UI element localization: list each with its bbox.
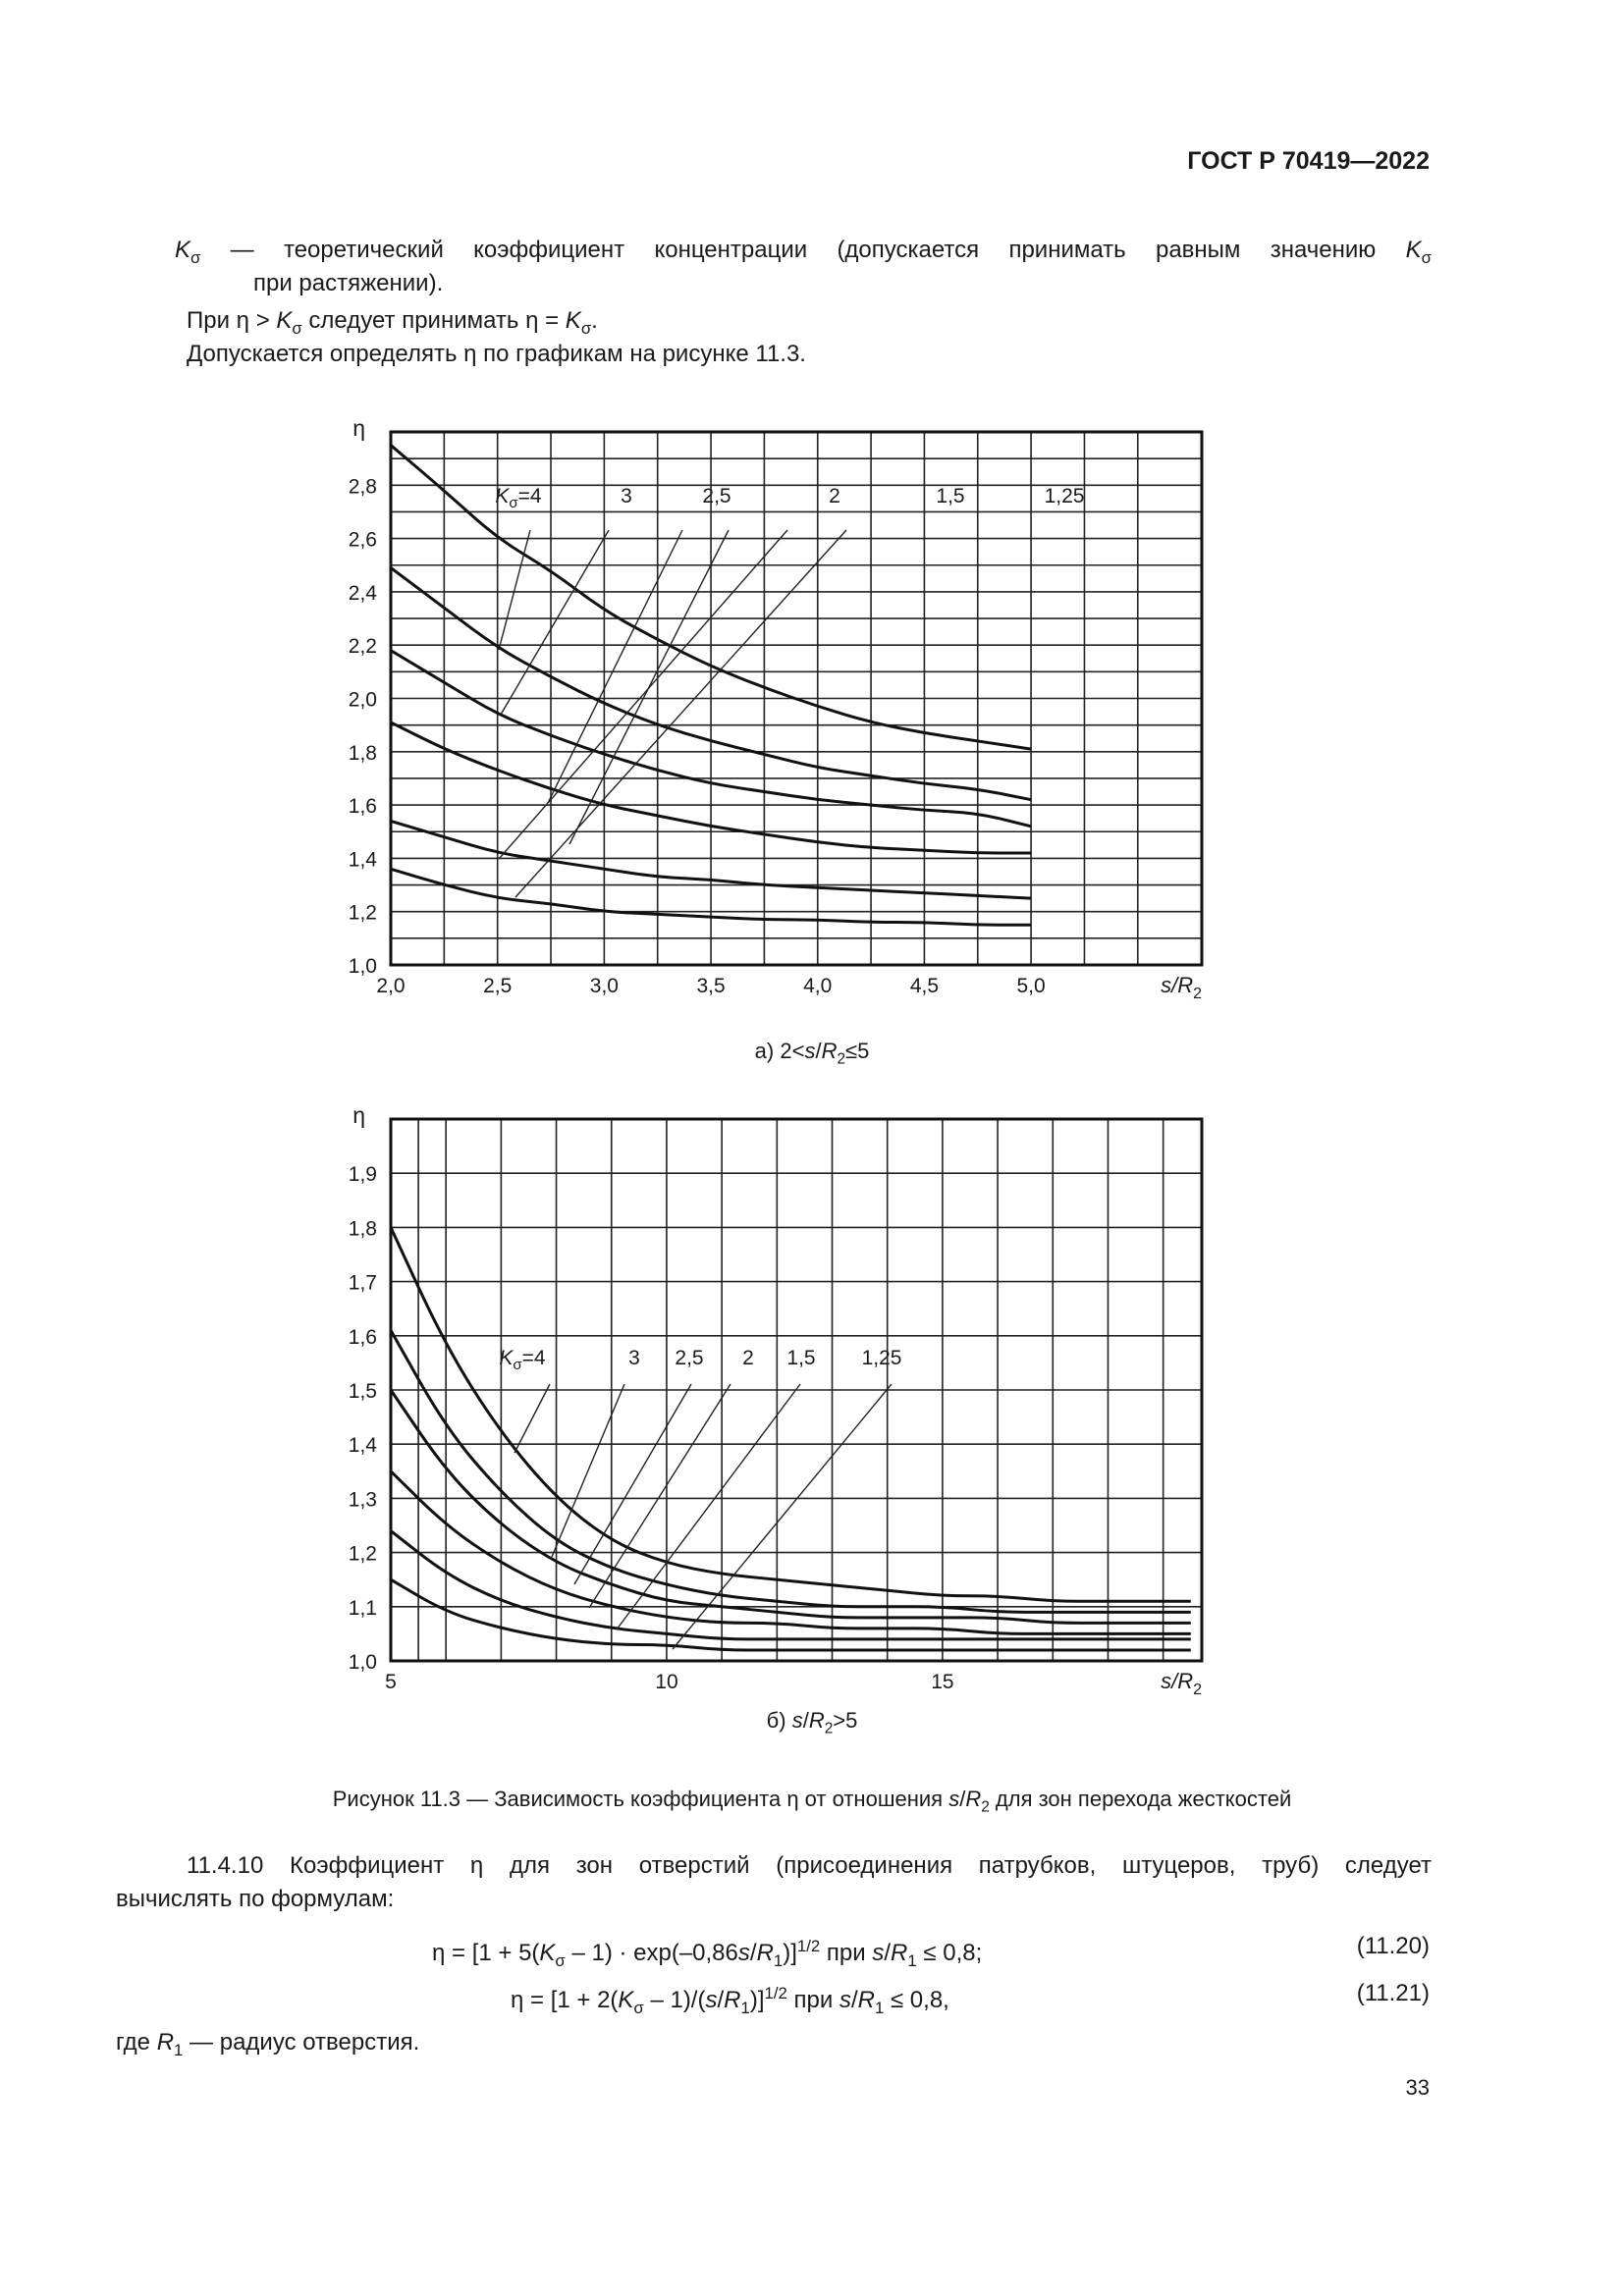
paragraph-line-1: 11.4.10 Коэффициент η для зон отверстий (присоединения патрубков, штуцеров, труб) следует	[187, 1852, 1432, 1879]
x-tick-label: 5	[385, 1671, 397, 1693]
y-tick-label: 1,0	[348, 955, 377, 978]
k-symbol: K	[539, 1940, 556, 1966]
formula-11-20: $\eta = [1 + 5(K_\sigma - 1) \cdot \exp(-0,86s/R_1)]^{1/2}$ при $s/R_1 \le 0,8$;	[432, 1937, 983, 1970]
subscript: 1	[773, 1950, 784, 1970]
subscript: 2	[824, 1720, 834, 1737]
series-line	[391, 1330, 1191, 1612]
formula-part: )]	[749, 1987, 765, 2013]
formula-part: η = [1 + 5(	[432, 1940, 540, 1966]
annotation-label: 1,25	[1044, 485, 1085, 507]
r-symbol: R	[724, 1987, 741, 2013]
r-symbol: R	[156, 2029, 175, 2056]
subscript: 2	[837, 1050, 846, 1068]
paragraph-line-2: вычислять по формулам:	[116, 1886, 395, 1912]
chart-a-caption: а) $2<s/R_2\le 5$	[754, 1039, 870, 1068]
y-tick-label: 1,6	[348, 1325, 377, 1349]
y-tick-label: 1,0	[348, 1651, 377, 1674]
figure-caption-pre: Рисунок 11.3 — Зависимость коэффициента η от отношения	[332, 1787, 944, 1811]
formula-11-21: $\eta = [1 + 2(K_\sigma - 1)/(s/R_1)]^{1/2}$ при $s/R_1 \le 0,8$,	[511, 1984, 949, 2017]
x-tick-label: 4,0	[803, 975, 833, 997]
subscript: 2	[981, 1798, 990, 1816]
annotation-label: 1,25	[861, 1347, 902, 1369]
formula-number: (11.21)	[1356, 1980, 1430, 2006]
annotation-leader	[552, 1384, 624, 1557]
where-line	[116, 2026, 419, 2067]
x-tick-label: 3,0	[589, 975, 619, 997]
x-tick-label: 4,5	[909, 975, 940, 997]
formula-part: ≤ 0,8;	[916, 1940, 983, 1966]
formula-part: – 1) · exp(–0,86	[565, 1940, 738, 1966]
y-tick-label: 2,8	[348, 475, 377, 499]
x-tick-label: 5,0	[1016, 975, 1046, 997]
caption-suffix: ≤5	[845, 1039, 870, 1063]
x-axis-label: $s/R_2$	[1161, 1669, 1202, 1698]
s-symbol: s	[791, 1708, 803, 1733]
y-tick-label: 1,6	[348, 795, 377, 819]
condition-mid: следует принимать η =	[308, 307, 560, 334]
y-tick-label: 1,9	[348, 1163, 377, 1187]
formula-part: – 1)/(	[643, 1987, 706, 2013]
annotation-label: $K_\sigma=4$	[495, 485, 542, 511]
y-tick-label: 2,2	[348, 635, 377, 659]
annotation-label: $K_\sigma=4$	[499, 1347, 546, 1373]
caption-prefix: б)	[766, 1708, 792, 1733]
formula-number: (11.20)	[1356, 1933, 1430, 1959]
s-symbol: s	[804, 1039, 816, 1063]
caption-prefix: а) 2<	[754, 1039, 805, 1063]
condition-end: .	[591, 307, 598, 334]
y-tick-label: 1,2	[348, 1542, 377, 1566]
figure-caption: Рисунок 11.3 — Зависимость коэффициента η от отношения $s/R_2$ для зон перехода жесткостей	[332, 1787, 1292, 1816]
x-tick-label: 2,5	[483, 975, 513, 997]
subscript: 1	[874, 1998, 885, 2017]
s-symbol: s	[948, 1787, 960, 1811]
x-tick-label: 10	[655, 1671, 678, 1693]
k-symbol: K	[565, 307, 581, 334]
formula-part: при	[786, 1987, 839, 2013]
condition-pre: При η >	[187, 307, 270, 334]
series-line	[391, 1227, 1191, 1601]
y-tick-label: 1,4	[348, 1434, 377, 1458]
where-pre: где	[116, 2029, 151, 2056]
sigma-subscript: σ	[633, 1998, 644, 2017]
x-tick-label: 3,5	[696, 975, 726, 997]
formula-part: )]	[783, 1940, 797, 1966]
r-symbol: R	[821, 1039, 838, 1063]
x-tick-label: 15	[931, 1671, 954, 1693]
subscript: 1	[174, 2040, 184, 2059]
annotation-label: 2,5	[675, 1347, 704, 1369]
k-symbol: K	[276, 307, 293, 334]
annotation-label: 1,5	[936, 485, 965, 507]
formula-exponent: 1/2	[796, 1937, 821, 1955]
formula-exponent: 1/2	[764, 1984, 787, 2002]
y-tick-label: 1,8	[348, 741, 377, 765]
annotation-label: 3	[621, 485, 632, 507]
subscript: 1	[907, 1950, 917, 1970]
figure-caption-post: для зон перехода жесткостей	[995, 1787, 1292, 1811]
y-tick-label: 1,1	[348, 1596, 377, 1620]
formula-part: ≤ 0,8,	[884, 1987, 949, 2013]
annotation-label: 1,5	[786, 1347, 816, 1369]
annotation-label: 2,5	[702, 485, 731, 507]
y-axis-label: η	[352, 1102, 365, 1128]
page-number: 33	[1405, 2075, 1430, 2100]
k-symbol: K	[618, 1987, 634, 2013]
r-symbol: R	[808, 1708, 825, 1733]
definition-continuation: при растяжении).	[253, 270, 444, 296]
sigma-subscript: σ	[1421, 247, 1432, 267]
formula-part: η = [1 + 2(	[511, 1987, 619, 2013]
y-tick-label: 2,0	[348, 688, 377, 712]
chart-b-caption: б) $s/R_2>5$	[766, 1708, 858, 1737]
y-tick-label: 1,8	[348, 1217, 377, 1241]
sigma-subscript: σ	[190, 247, 201, 267]
sigma-subscript: σ	[580, 318, 592, 338]
r-symbol: R	[965, 1787, 982, 1811]
s-symbol: s	[872, 1940, 885, 1966]
formula-part: при	[820, 1940, 873, 1966]
y-tick-label: 1,5	[348, 1380, 377, 1403]
x-tick-label: 2,0	[376, 975, 406, 997]
r-symbol: R	[857, 1987, 875, 2013]
s-symbol: s	[839, 1987, 851, 2013]
annotation-leader	[514, 1384, 550, 1453]
r-symbol: R	[891, 1940, 908, 1966]
document-code: ГОСТ Р 70419—2022	[1187, 147, 1430, 175]
y-tick-label: 1,2	[348, 901, 377, 925]
allow-line: Допускается определять η по графикам на рисунке 11.3.	[187, 341, 806, 367]
s-symbol: s	[737, 1940, 750, 1966]
x-axis-label: $s/R_2$	[1161, 973, 1202, 1002]
r-symbol: R	[756, 1940, 774, 1966]
definition-text: — теоретический коэффициент концентрации (допускается принимать равным значению	[230, 237, 1377, 263]
k-symbol: K	[1405, 237, 1422, 263]
caption-suffix: >5	[833, 1708, 858, 1733]
y-tick-label: 1,7	[348, 1271, 377, 1295]
y-tick-label: 2,6	[348, 528, 377, 552]
subscript: 1	[740, 1998, 750, 2017]
y-tick-label: 2,4	[348, 581, 377, 605]
annotation-label: 3	[628, 1347, 640, 1369]
sigma-subscript: σ	[292, 318, 302, 338]
y-tick-label: 1,4	[348, 848, 377, 872]
where-post: — радиус отверстия.	[183, 2029, 420, 2056]
y-axis-label: η	[352, 415, 365, 441]
k-symbol: K	[175, 237, 191, 263]
annotation-label: 2	[829, 485, 840, 507]
y-tick-label: 1,3	[348, 1488, 377, 1512]
annotation-label: 2	[742, 1347, 754, 1369]
s-symbol: s	[705, 1987, 718, 2013]
sigma-subscript: σ	[555, 1950, 566, 1970]
